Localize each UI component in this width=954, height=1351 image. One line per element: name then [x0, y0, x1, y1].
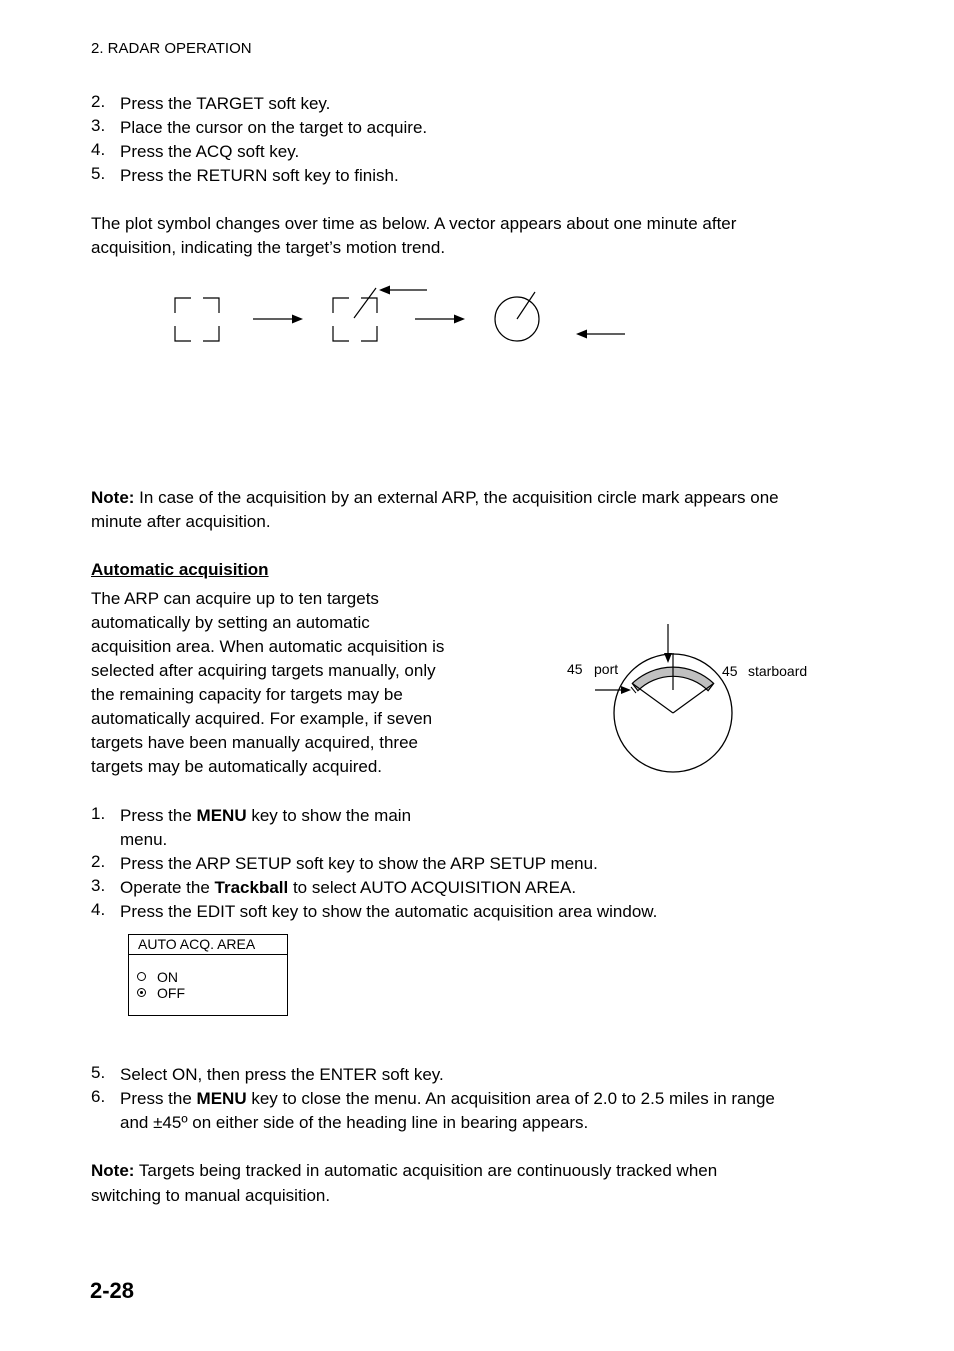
step-text: Press the ACQ soft key.: [120, 142, 300, 161]
radar-circle: [614, 654, 732, 772]
step-text: Press the TARGET soft key.: [120, 94, 331, 113]
plot-paragraph-line: The plot symbol changes over time as below. A vector appears about one minute after: [91, 214, 737, 233]
note-label: Note:: [91, 1161, 135, 1180]
auto-acq-area-window: [128, 934, 288, 1016]
acquiring-with-vector-symbol: [333, 288, 377, 341]
step-number: 5.: [91, 1063, 106, 1082]
step-text: menu.: [120, 830, 168, 849]
step-number: 2.: [91, 852, 106, 871]
paragraph-line: the remaining capacity for targets may be: [91, 685, 403, 704]
step-number: 1.: [91, 804, 106, 823]
key-name: MENU: [196, 806, 247, 825]
radio-selected-icon: [137, 988, 146, 997]
section-header: 2. RADAR OPERATION: [91, 40, 252, 57]
note-label: Note:: [91, 488, 135, 507]
step-number: 3.: [91, 876, 106, 895]
key-name: MENU: [196, 1089, 247, 1108]
step-text: Press the ARP SETUP soft key to show the ARP SETUP menu.: [120, 854, 598, 873]
paragraph-line: automatically by setting an automatic: [91, 613, 370, 632]
acquisition-area-band: [632, 667, 713, 691]
paragraph-line: targets have been manually acquired, three: [91, 733, 418, 752]
note-2-line: Note: Targets being tracked in automatic acquisition are continuously tracked when: [91, 1161, 718, 1180]
radio-unselected-icon: [137, 972, 146, 981]
port-label: port: [594, 661, 619, 677]
step-number: 3.: [91, 116, 106, 135]
option-on[interactable]: ON: [157, 969, 178, 985]
arrow-down-icon: [664, 653, 672, 663]
paragraph-line: selected after acquiring targets manually, only: [91, 661, 436, 680]
step-number: 2.: [91, 92, 106, 111]
step-text: Place the cursor on the target to acquire.: [120, 118, 428, 137]
acquiring-symbol: [175, 298, 219, 341]
step-text: Press the RETURN soft key to finish.: [120, 166, 399, 185]
step-number: 5.: [91, 164, 106, 183]
step-text: Select ON, then press the ENTER soft key.: [120, 1065, 444, 1084]
paragraph-line: The ARP can acquire up to ten targets: [91, 589, 379, 608]
page-number: 2-28: [90, 1278, 135, 1303]
step-number: 4.: [91, 900, 106, 919]
plot-paragraph-line: acquisition, indicating the target’s motion trend.: [91, 238, 446, 257]
step-text: Press the MENU key to close the menu. An acquisition area of 2.0 to 2.5 miles in range: [120, 1089, 775, 1108]
starboard-label: starboard: [748, 663, 808, 679]
section-heading: Automatic acquisition: [91, 560, 269, 579]
window-title: AUTO ACQ. AREA: [129, 935, 287, 955]
step-number: 6.: [91, 1087, 106, 1106]
option-off[interactable]: OFF: [157, 985, 185, 1001]
starboard-angle-label: 45: [722, 663, 738, 679]
step-text: Press the EDIT soft key to show the automatic acquisition area window.: [120, 902, 658, 921]
step-text: and ±45º on either side of the heading line in bearing appears.: [120, 1113, 589, 1132]
step-text: Press the MENU key to show the main: [120, 806, 412, 825]
paragraph-line: targets may be automatically acquired.: [91, 757, 383, 776]
arrow-right-icon: [621, 686, 631, 694]
note-1-line: Note: In case of the acquisition by an external ARP, the acquisition circle mark appears one: [91, 488, 779, 507]
tracking-circle-symbol: [495, 292, 539, 341]
step-number: 4.: [91, 140, 106, 159]
step-text: Operate the Trackball to select AUTO ACQUISITION AREA.: [120, 878, 577, 897]
port-angle-label: 45: [567, 661, 583, 677]
note-1-line: minute after acquisition.: [91, 512, 271, 531]
paragraph-line: automatically acquired. For example, if seven: [91, 709, 433, 728]
key-name: Trackball: [214, 878, 289, 897]
paragraph-line: acquisition area. When automatic acquisition is: [91, 637, 445, 656]
note-2-line: switching to manual acquisition.: [91, 1186, 331, 1205]
